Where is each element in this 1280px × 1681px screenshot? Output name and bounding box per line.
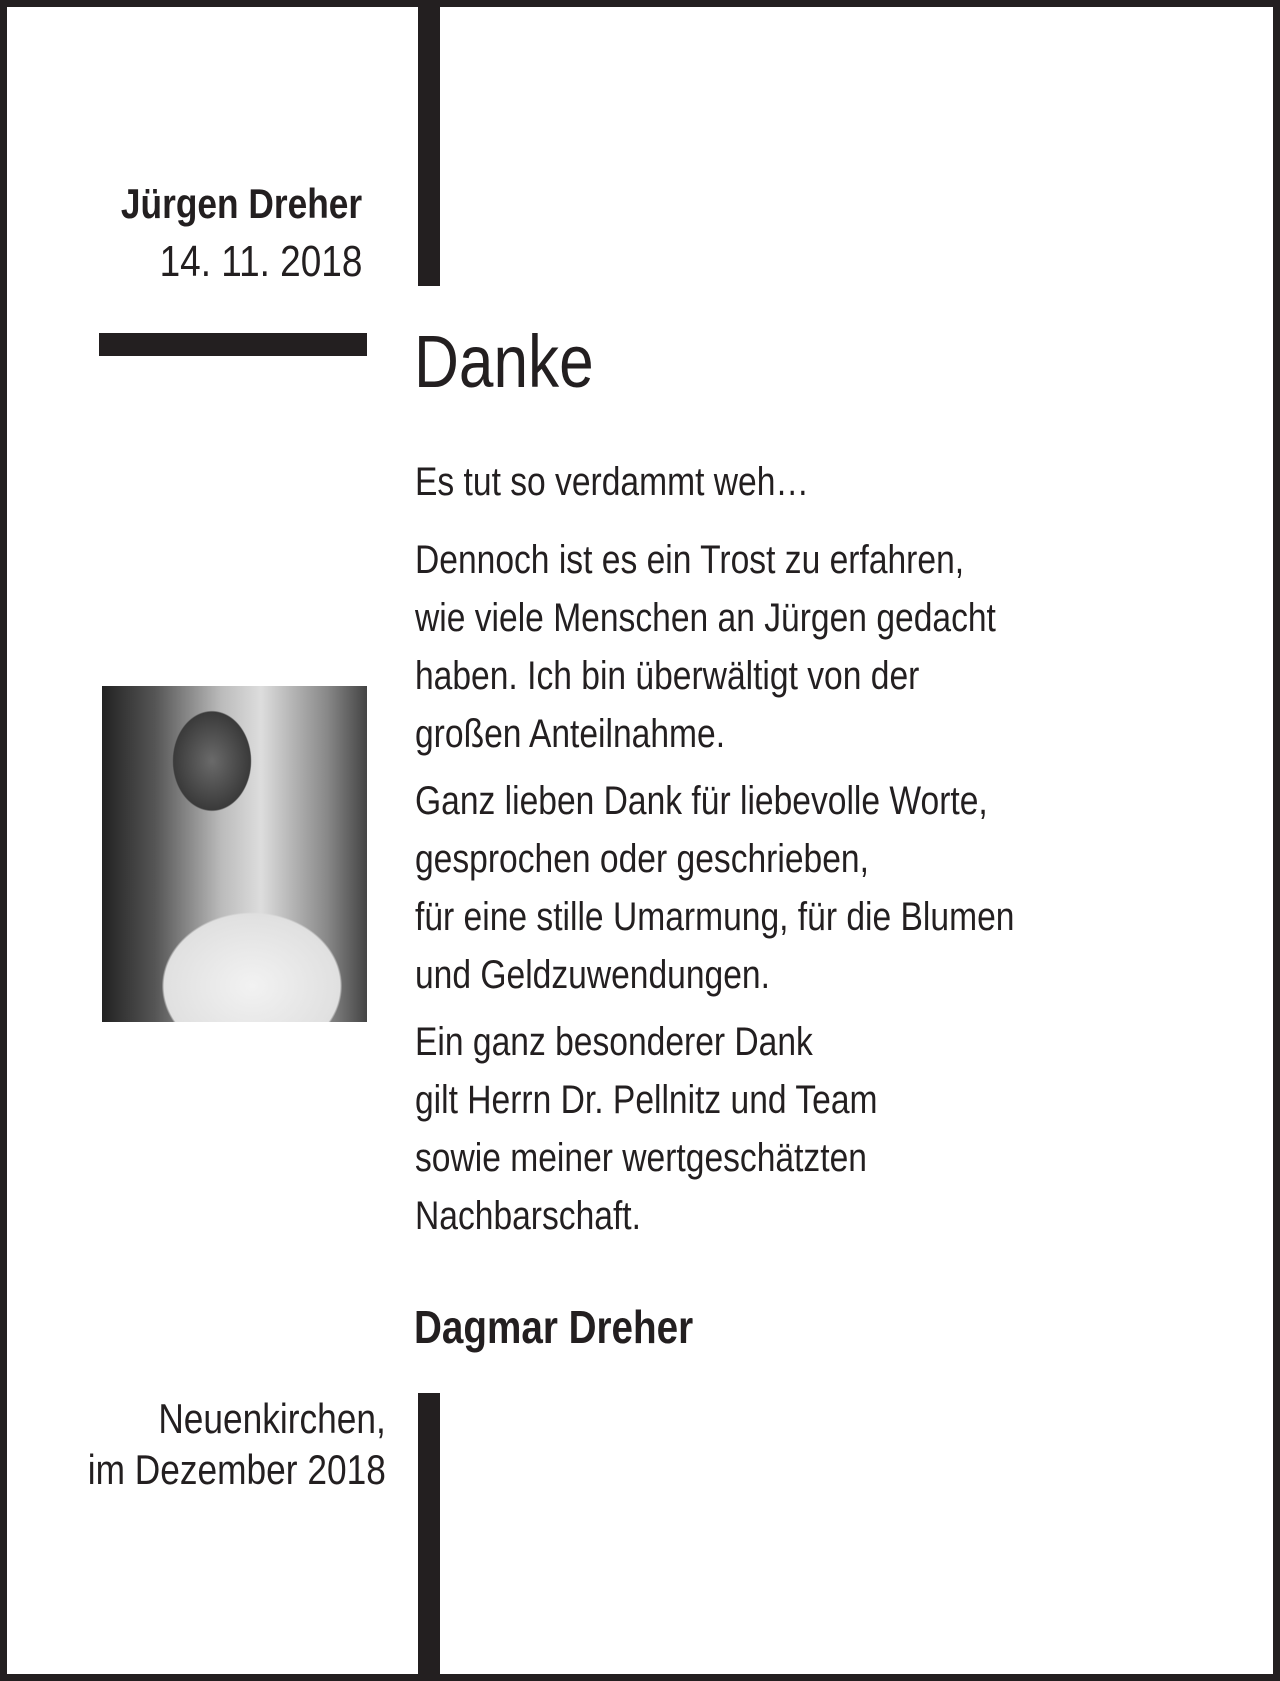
text-line: sowie meiner wertgeschätzten [415,1136,867,1180]
place-line: Neuenkirchen, [158,1395,386,1442]
text-line: Es tut so verdammt weh… [415,460,809,504]
paragraph [415,531,1129,763]
text-line: gesprochen oder geschrieben, [415,837,869,881]
text-line: gilt Herrn Dr. Pellnitz und Team [415,1078,878,1122]
text-line: Ganz lieben Dank für liebevolle Worte, [415,779,988,823]
bottom-divider-bar [418,1393,440,1681]
signer-name: Dagmar Dreher [414,1301,694,1353]
paragraph [415,1013,1129,1245]
place-and-date [31,1393,386,1495]
text-line: haben. Ich bin überwältigt von der [415,654,920,698]
text-line: Dennoch ist es ein Trost zu erfahren, [415,538,965,582]
paragraph [415,772,1129,1004]
text-line: für eine stille Umarmung, für die Blumen [415,895,1015,939]
message-body [415,453,1129,1245]
notice-title: Danke [414,320,594,403]
paragraph [415,453,1129,511]
horizontal-divider-bar [99,333,367,356]
text-line: wie viele Menschen an Jürgen gedacht [415,596,996,640]
text-line: Ein ganz besonderer Dank [415,1020,813,1064]
text-line: und Geldzuwendungen. [415,953,770,997]
portrait-photo [102,686,367,1022]
text-line: großen Anteilnahme. [415,712,726,756]
text-line: Nachbarschaft. [415,1194,641,1238]
top-divider-bar [418,0,440,286]
date-line: im Dezember 2018 [87,1446,386,1493]
deceased-name: Jürgen Dreher [120,180,362,227]
death-date: 14. 11. 2018 [159,237,362,286]
